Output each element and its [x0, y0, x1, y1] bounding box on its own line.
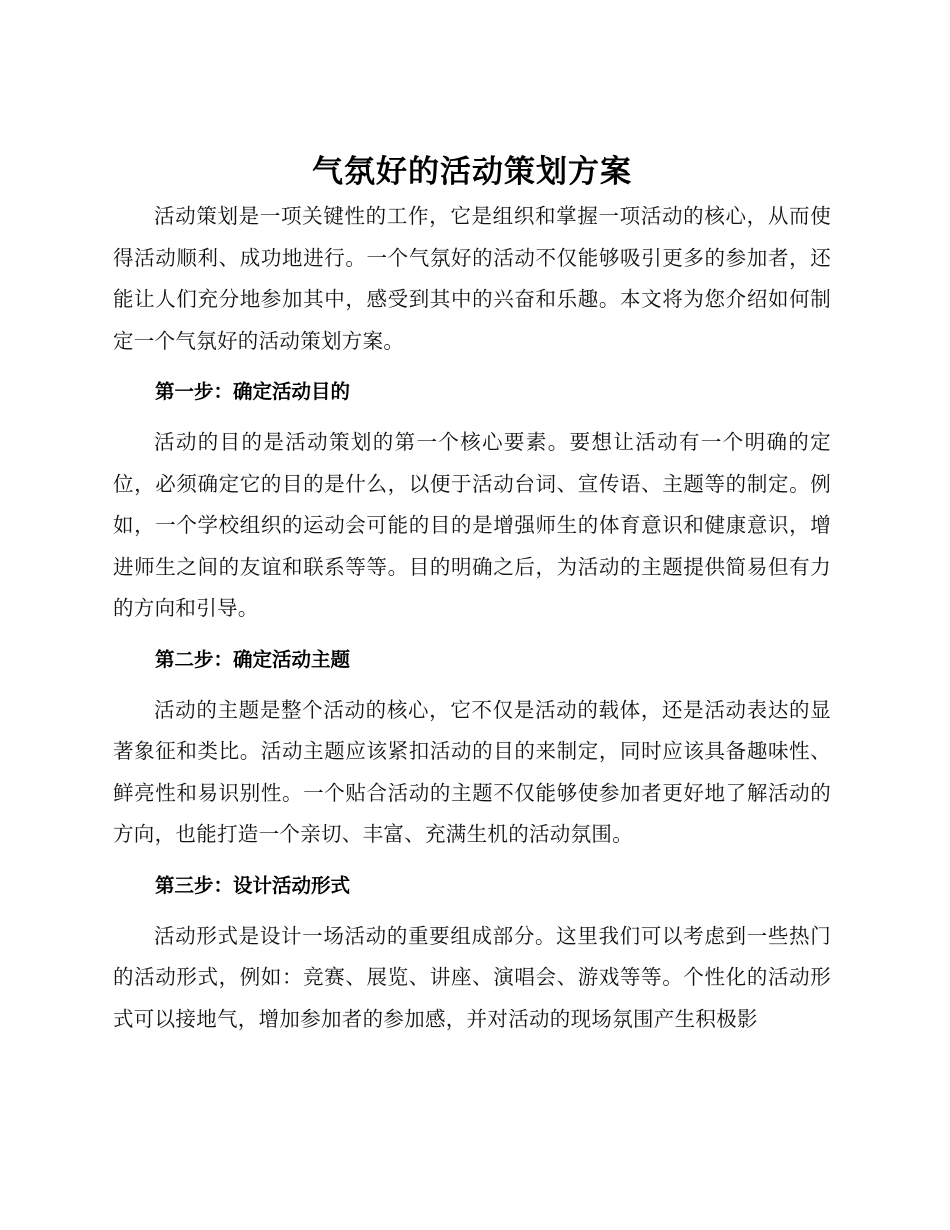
intro-paragraph: 活动策划是一项关键性的工作，它是组织和掌握一项活动的核心，从而使得活动顺利、成功地进行。一个气氛好的活动不仅能够吸引更多的参加者，还能让人们充分地参加其中，感受到其中的兴奋和乐趣。本文将为您介绍如何制定一个气氛好的活动策划方案。	[113, 204, 831, 353]
section-body-step-2: 活动的主题是整个活动的核心，它不仅是活动的载体，还是活动表达的显著象征和类比。活动主题应该紧扣活动的目的来制定，同时应该具备趣味性、鲜亮性和易识别性。一个贴合活动的主题不仅能够使参加者更好地了解活动的方向，也能打造一个亲切、丰富、充满生机的活动氛围。	[113, 697, 831, 846]
document-page	[113, 150, 831, 1040]
section-body-step-1: 活动的目的是活动策划的第一个核心要素。要想让活动有一个明确的定位，必须确定它的目的是什么，以便于活动台词、宣传语、主题等的制定。例如，一个学校组织的运动会可能的目的是增强师生的体育意识和健康意识，增进师生之间的友谊和联系等等。目的明确之后，为活动的主题提供简易但有力的方向和引导。	[113, 430, 831, 620]
section-body-step-3: 活动形式是设计一场活动的重要组成部分。这里我们可以考虑到一些热门的活动形式，例如：竞赛、展览、讲座、演唱会、游戏等等。个性化的活动形式可以接地气，增加参加者的参加感，并对活动的现场氛围产生积极影	[113, 923, 831, 1031]
section-heading-step-2: 第二步：确定活动主题	[155, 647, 351, 671]
section-heading-step-3: 第三步：设计活动形式	[155, 873, 351, 897]
section-heading-step-1: 第一步：确定活动目的	[155, 380, 351, 403]
document-title: 气氛好的活动策划方案	[312, 154, 632, 190]
